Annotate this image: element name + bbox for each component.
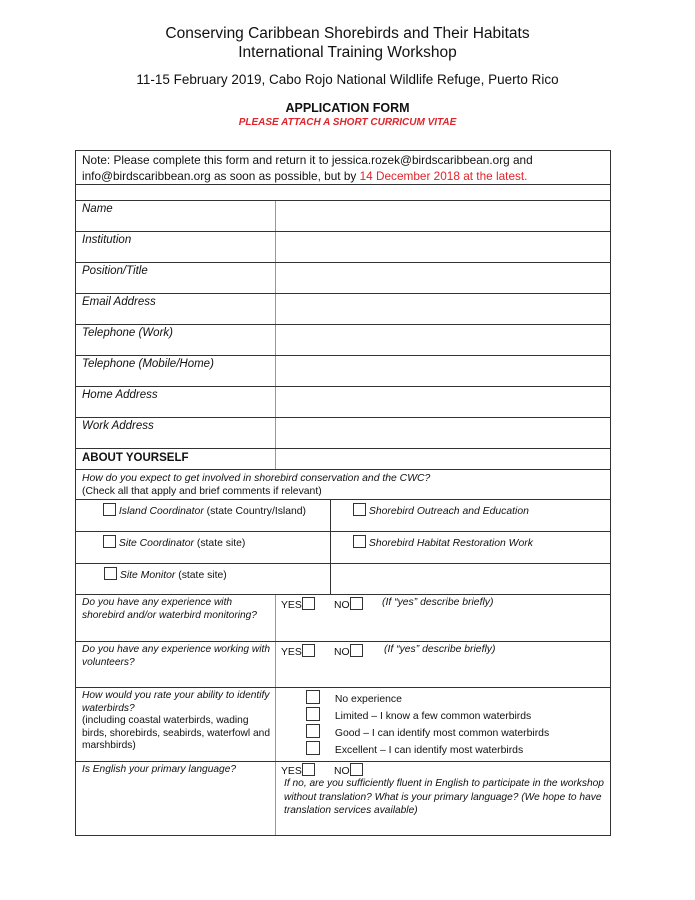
volunteers-yes-option[interactable]	[281, 644, 315, 658]
english-question: Is English your primary language?	[82, 764, 237, 775]
monitoring-yes-checkbox[interactable]	[302, 597, 315, 610]
english-yes-option[interactable]	[281, 763, 315, 777]
yes-label: YES	[281, 647, 302, 658]
island-coordinator-checkbox[interactable]	[103, 503, 116, 516]
no-label: NO	[334, 647, 350, 658]
field-label: Institution	[82, 234, 132, 246]
option-habitat-restoration[interactable]	[353, 535, 533, 549]
field-label: Telephone (Mobile/Home)	[82, 358, 214, 370]
option-site-coordinator[interactable]	[103, 535, 245, 549]
option-role: Site Coordinator	[118, 538, 194, 549]
yes-label: YES	[281, 600, 302, 611]
monitoring-no-checkbox[interactable]	[350, 597, 363, 610]
english-no-option[interactable]	[334, 763, 363, 777]
rating-question-detail: (including coastal waterbirds, wading birds, shorebirds, seabirds, waterfowl and marshbirds)	[82, 715, 270, 752]
field-row-institution	[76, 231, 610, 262]
yes-label: YES	[281, 766, 302, 777]
option-site-monitor[interactable]	[104, 567, 227, 581]
position-input[interactable]	[277, 263, 610, 293]
field-label: Name	[82, 203, 113, 215]
option-detail: (state site)	[175, 570, 227, 581]
workshop-title	[0, 24, 695, 62]
rating-radio[interactable]	[306, 707, 320, 721]
describe-hint: (If “yes” describe briefly)	[384, 644, 496, 655]
rating-label: Good – I can identify most common waterbirds	[334, 728, 550, 739]
dates-location: 11-15 February 2019, Cabo Rojo National Wildlife Refuge, Puerto Rico	[136, 72, 559, 87]
option-island-coordinator[interactable]	[103, 503, 306, 517]
english-answer-input[interactable]	[277, 820, 610, 835]
monitoring-yes-option[interactable]	[281, 597, 315, 611]
volunteers-description-input[interactable]	[277, 660, 610, 687]
home-address-input[interactable]	[277, 387, 610, 417]
rating-label: Excellent – I can identify most waterbirds	[334, 745, 524, 756]
rating-label: No experience	[334, 694, 402, 705]
volunteers-yes-checkbox[interactable]	[302, 644, 315, 657]
involvement-question-row	[76, 469, 610, 499]
about-yourself-heading: ABOUT YOURSELF	[82, 452, 189, 464]
site-coordinator-checkbox[interactable]	[103, 535, 116, 548]
title-line-2: International Training Workshop	[238, 44, 457, 61]
submission-note	[82, 153, 602, 184]
option-detail: (state Country/Island)	[203, 506, 307, 517]
cv-notice: PLEASE ATTACH A SHORT CURRICUM VITAE	[238, 117, 457, 128]
rating-option-limited[interactable]	[306, 707, 531, 722]
field-row-telephone-mobile	[76, 355, 610, 386]
option-role: Shorebird Habitat Restoration Work	[368, 538, 533, 549]
telephone-mobile-input[interactable]	[277, 356, 610, 386]
describe-hint: (If “yes” describe briefly)	[382, 597, 494, 608]
english-language-row	[76, 761, 610, 835]
field-row-position	[76, 262, 610, 293]
volunteers-experience-row	[76, 641, 610, 687]
rating-option-good[interactable]	[306, 724, 549, 739]
email-input[interactable]	[277, 294, 610, 324]
note-row	[76, 151, 610, 184]
rating-option-no-experience[interactable]	[306, 690, 402, 705]
rating-question-text: How would you rate your ability to identify waterbirds?	[82, 690, 270, 714]
rating-label: Limited – I know a few common waterbirds	[334, 711, 532, 722]
option-role: Site Monitor	[119, 570, 176, 581]
involvement-question-text: How do you expect to get involved in shorebird conservation and the CWC?	[82, 473, 431, 484]
field-row-work-address	[76, 417, 610, 448]
site-monitor-checkbox[interactable]	[104, 567, 117, 580]
field-row-home-address	[76, 386, 610, 417]
telephone-work-input[interactable]	[277, 325, 610, 355]
work-address-input[interactable]	[277, 418, 610, 448]
field-label: Home Address	[82, 389, 158, 401]
spacer-row	[76, 184, 610, 200]
volunteers-no-checkbox[interactable]	[350, 644, 363, 657]
volunteers-question: Do you have any experience working with volunteers?	[82, 644, 271, 668]
field-row-email	[76, 293, 610, 324]
involvement-row-2	[76, 531, 610, 563]
involvement-row-1	[76, 499, 610, 531]
no-label: NO	[334, 766, 350, 777]
institution-input[interactable]	[277, 232, 610, 262]
volunteers-no-option[interactable]	[334, 644, 363, 658]
option-outreach-education[interactable]	[353, 503, 529, 517]
rating-option-excellent[interactable]	[306, 741, 523, 756]
application-form	[75, 150, 611, 836]
waterbird-rating-row	[76, 687, 610, 761]
option-detail: (state site)	[193, 538, 246, 549]
note-text: Note: Please complete this form and return it to jessica.rozek@birdscaribbean.org and info@birdscaribbean.org as soon as possible, but by	[82, 153, 533, 183]
field-label: Telephone (Work)	[82, 327, 173, 339]
monitoring-no-option[interactable]	[334, 597, 363, 611]
rating-question	[82, 690, 272, 753]
option-role: Island Coordinator	[118, 506, 204, 517]
outreach-education-checkbox[interactable]	[353, 503, 366, 516]
field-label: Position/Title	[82, 265, 148, 277]
monitoring-experience-row	[76, 594, 610, 641]
field-label: Work Address	[82, 420, 154, 432]
option-role: Shorebird Outreach and Education	[368, 506, 529, 517]
rating-radio[interactable]	[306, 741, 320, 755]
form-title: APPLICATION FORM	[285, 101, 410, 115]
involvement-instruction: (Check all that apply and brief comments if relevant)	[82, 486, 322, 497]
english-yes-checkbox[interactable]	[302, 763, 315, 776]
monitoring-description-input[interactable]	[277, 613, 610, 641]
field-row-name	[76, 200, 610, 231]
involvement-row-3	[76, 563, 610, 594]
rating-radio[interactable]	[306, 690, 320, 704]
rating-radio[interactable]	[306, 724, 320, 738]
name-input[interactable]	[277, 201, 610, 231]
monitoring-question: Do you have any experience with shorebird and/or waterbird monitoring?	[82, 597, 257, 621]
habitat-restoration-checkbox[interactable]	[353, 535, 366, 548]
title-line-1: Conserving Caribbean Shorebirds and Their Habitats	[165, 25, 530, 42]
field-row-telephone-work	[76, 324, 610, 355]
english-no-checkbox[interactable]	[350, 763, 363, 776]
english-followup: If no, are you sufficiently fluent in English to participate in the workshop without translation? What is your primary language? (We hope to have translation services available)	[284, 778, 604, 816]
field-label: Email Address	[82, 296, 156, 308]
deadline: 14 December 2018 at the latest.	[359, 168, 528, 183]
involvement-question	[82, 472, 430, 498]
about-heading-row	[76, 448, 610, 469]
no-label: NO	[334, 600, 350, 611]
